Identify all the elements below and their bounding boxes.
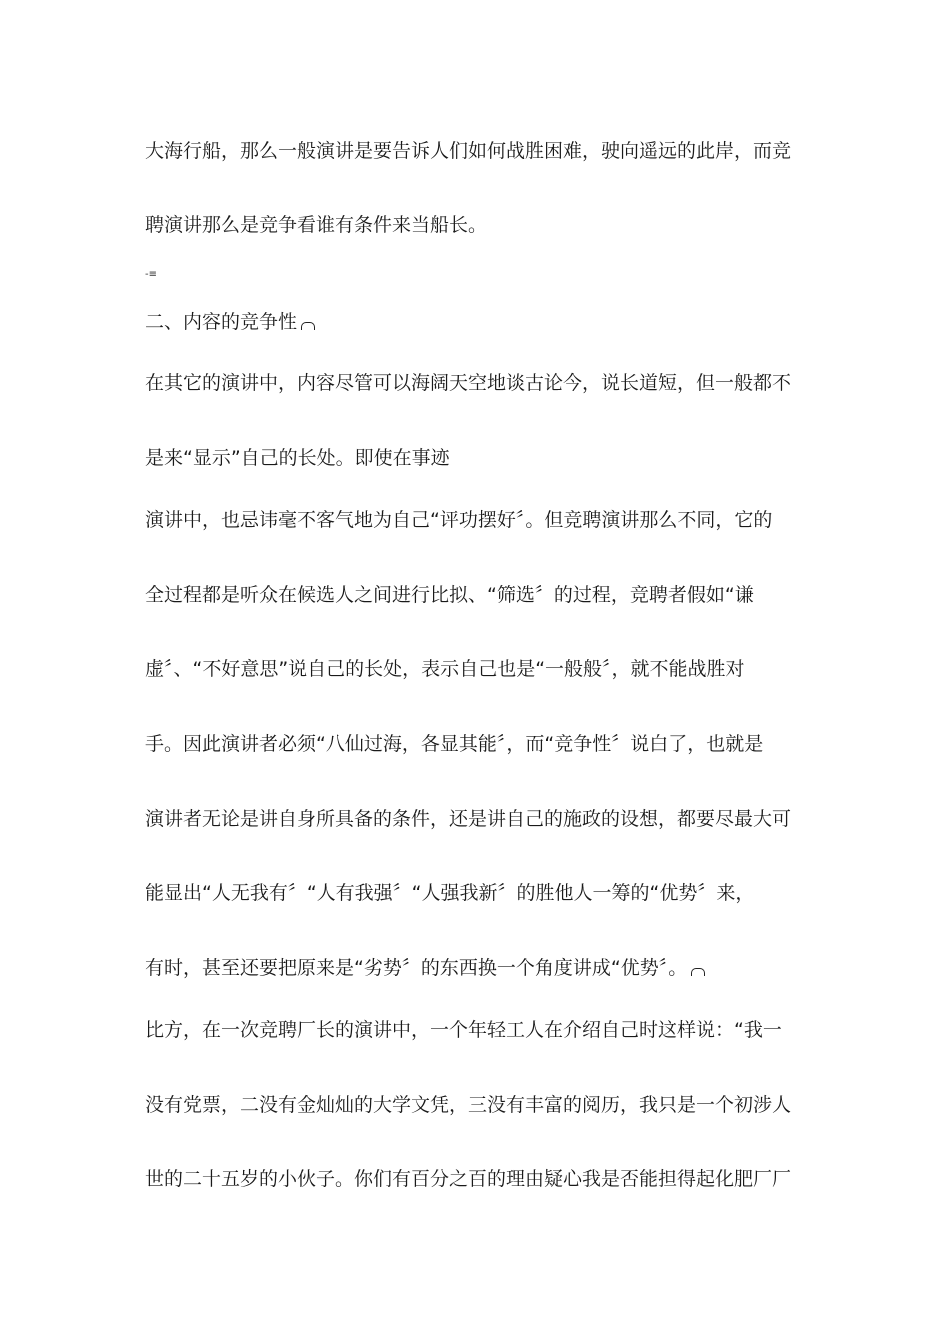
text-line: 能显出“人无我有〞“人有我强〞“人强我新〞的胜他人一筹的“优势〞来， [145, 882, 755, 904]
text-line: 是来“显示”自己的长处。即使在事迹 [145, 447, 450, 469]
text-line: 手。因此演讲者必须“八仙过海，各显其能〞，而“竞争性〞说白了，也就是 [145, 733, 764, 755]
text-line-content: 有时，甚至还要把原来是“劣势〞的东西换一个角度讲成“优势〞。 [145, 957, 688, 979]
section-heading [145, 310, 800, 334]
text-line: 没有党票，二没有金灿灿的大学文凭，三没有丰富的阅历，我只是一个初涉人 [145, 1094, 792, 1116]
small-mark: -≡ [145, 269, 157, 280]
text-line [145, 956, 800, 980]
text-line: 全过程都是听众在候选人之间进行比拟、“筛选〞的过程，竞聘者假如“谦 [145, 584, 754, 606]
section-heading-text: 二、内容的竞争性 [145, 311, 298, 333]
paragraph-mark-icon [301, 322, 315, 330]
text-line: 世的二十五岁的小伙子。你们有百分之百的理由疑心我是否能担得起化肥厂厂 [145, 1168, 792, 1190]
text-line: 大海行船，那么一般演讲是要告诉人们如何战胜困难，驶向遥远的此岸，而竞 [145, 140, 792, 162]
text-line: 聘演讲那么是竞争看谁有条件来当船长。 [145, 214, 488, 236]
text-line: 演讲者无论是讲自身所具备的条件，还是讲自己的施政的设想，都要尽最大可 [145, 808, 792, 830]
paragraph-mark-icon [691, 968, 705, 976]
text-line: 比方，在一次竞聘厂长的演讲中，一个年轻工人在介绍自己时这样说：“我一 [145, 1019, 782, 1041]
text-line: 在其它的演讲中，内容尽管可以海阔天空地谈古论今，说长道短，但一般都不 [145, 372, 792, 394]
text-line: 演讲中，也忌讳毫不客气地为自己“评功摆好〞。但竞聘演讲那么不同，它的 [145, 509, 773, 531]
text-line: 虚〞、“不好意思”说自己的长处，表示自己也是“一般般〞，就不能战胜对 [145, 658, 745, 680]
